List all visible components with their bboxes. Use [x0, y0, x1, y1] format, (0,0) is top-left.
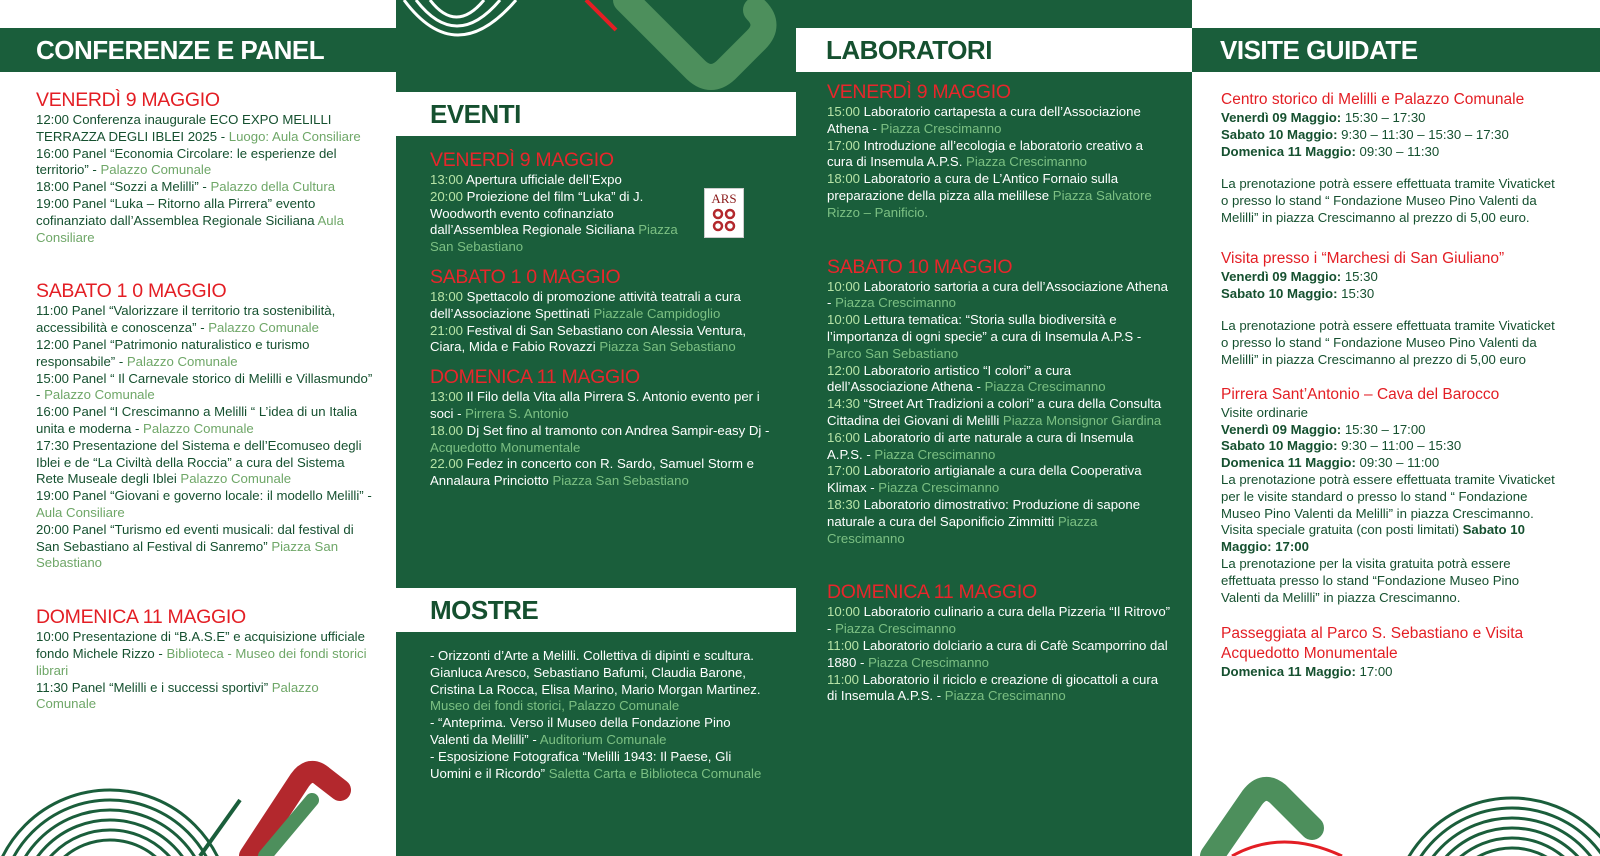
- event-item: 18:00 Spettacolo di promozione attività teatrali a cura dell’Associazione Spettinati Piazzale Campidoglio: [430, 288, 741, 321]
- laboratori-header: [796, 28, 1192, 72]
- event-item: 14:30 “Street Art Tradizioni a colori” a cura della Consulta Cittadina dei Giovani di Melilli Piazza Monsignor Giardina: [827, 396, 1162, 428]
- day-heading: VENERDÌ 9 MAGGIO: [430, 149, 614, 171]
- exhibit-item: - Esposizione Fotografica “Melilli 1943: Il Paese, Gli Uomini e il Ricordo” Saletta Carta e Biblioteca Comunale: [430, 748, 762, 781]
- visit-time: Sabato 10 Maggio: 9:30 – 11:00 – 15:30: [1221, 438, 1462, 454]
- event-item: 20:00 Panel “Turismo ed eventi musicali: dal festival di San Sebastiano al Festival di Sanremo” Piazza San Sebastiano: [36, 521, 354, 571]
- decorative-arcs-icon: [0, 760, 396, 856]
- event-item: 16:00 Panel “Economia Circolare: le esperienze del territorio” - Palazzo Comunale: [36, 145, 337, 178]
- visite-header: [1192, 28, 1600, 72]
- laboratori-title: LABORATORI: [826, 34, 992, 65]
- event-item: 12:00 Laboratorio artistico “I colori” a cura dell’Associazione Athena - Piazza Crescimanno: [827, 362, 1106, 395]
- decorative-arcs-icon: [396, 0, 796, 90]
- mostre-list: [430, 648, 770, 782]
- ars-emblem-icon: [710, 207, 738, 233]
- column-visite: [1192, 0, 1600, 856]
- event-item: 22.00 Fedez in concerto con R. Sardo, Samuel Storm e Annalaura Princiotto Piazza San Sebastiano: [430, 456, 755, 489]
- visit-time: Domenica 11 Maggio: 09:30 – 11:30: [1221, 143, 1440, 159]
- event-item: 10:00 Laboratorio culinario a cura della Pizzeria “Il Ritrovo” - Piazza Crescimanno: [827, 604, 1171, 637]
- day-heading: VENERDÌ 9 MAGGIO: [827, 81, 1011, 103]
- event-item: 18:00 Laboratorio a cura de L’Antico Fornaio sulla preparazione della pizza alla melillese Piazza Salvatore Rizzo – Panificio.: [827, 171, 1152, 220]
- laboratori-list: [827, 80, 1171, 705]
- visit-time: Venerdì 09 Maggio: 15:30 – 17:30: [1221, 110, 1426, 125]
- event-item: 12:00 Panel “Patrimonio naturalistico e turismo responsabile” - Palazzo Comunale: [36, 336, 310, 369]
- exhibit-item: - Orizzonti d’Arte a Melilli. Collettiva di dipinti e scultura. Gianluca Aresco, Sebastiano Bafumi, Claudia Barone, Cristina La Rocca, Elisa Marino, Mario Morgan Martinez. Museo dei fondi storici, Palazzo Comunale: [430, 648, 761, 714]
- day-heading: SABATO 10 MAGGIO: [827, 255, 1013, 278]
- decorative-arcs-icon: [1192, 768, 1600, 856]
- visit-heading: Centro storico di Melilli e Palazzo Comunale: [1221, 91, 1525, 108]
- column-laboratori: [796, 0, 1192, 856]
- event-item: 19:00 Panel “Giovani e governo locale: il modello Melilli” - Aula Consiliare: [36, 488, 372, 520]
- visit-time: Domenica 11 Maggio: 09:30 – 11:00: [1221, 455, 1440, 471]
- event-item: 16:00 Laboratorio di arte naturale a cura di Insemula A.P.S. - Piazza Crescimanno: [827, 429, 1134, 462]
- eventi-header: [396, 92, 796, 136]
- visit-note: La prenotazione per la visita gratuita potrà essere effettuata presso lo stand “Fondazione Museo Pino Valenti da Melilli” in piazza Crescimanno.: [1221, 555, 1520, 605]
- column-conferenze: [0, 0, 396, 856]
- event-item: 12:00 Conferenza inaugurale ECO EXPO MELILLI TERRAZZA DEGLI IBLEI 2025 - Luogo: Aula Consiliare: [36, 112, 361, 144]
- event-item: 15:00 Panel “ Il Carnevale storico di Melilli e Villasmundo” - Palazzo Comunale: [36, 370, 373, 403]
- event-item: 19:00 Panel “Luka – Ritorno alla Pirrera” evento cofinanziato dall’Assemblea Regionale Siciliana Aula Consiliare: [36, 195, 344, 245]
- exhibit-item: - “Anteprima. Verso il Museo della Fondazione Pino Valenti da Melilli” - Auditorium Comunale: [430, 715, 731, 747]
- event-item: 18:00 Panel “Sozzi a Melilli” - Palazzo della Cultura: [36, 179, 336, 195]
- column-eventi: [396, 0, 796, 856]
- event-item: 16:00 Panel “I Crescimanno a Melilli “ L’idea di un Italia unita e moderna - Palazzo Comunale: [36, 404, 358, 436]
- event-item: 11:30 Panel “Melilli e i successi sportivi” Palazzo Comunale: [36, 679, 319, 712]
- event-item: 13:00 Il Filo della Vita alla Pirrera S. Antonio evento per i soci - Pirrera S. Antonio: [430, 389, 760, 421]
- event-item: 15:00 Laboratorio cartapesta a cura dell’Associazione Athena - Piazza Crescimanno: [827, 104, 1141, 136]
- event-item: 17:30 Presentazione del Sistema e dell’Ecomuseo degli Iblei e de “La Civiltà della Roccia” a cura del Sistema Rete Museale degli Iblei Palazzo Comunale: [36, 437, 362, 487]
- event-item: 20:00 Proiezione del film “Luka” di J. Woodworth evento cofinanziato dall’Assemblea Regionale Siciliana Piazza San Sebastiano: [430, 188, 678, 255]
- day-heading: DOMENICA 11 MAGGIO: [430, 366, 640, 389]
- conferenze-list: [36, 88, 376, 713]
- visit-time: Sabato 10 Maggio: 15:30: [1221, 285, 1375, 301]
- visit-heading: Passeggiata al Parco S. Sebastiano e Visita Acquedotto Monumentale: [1221, 625, 1524, 663]
- event-item: 11:00 Laboratorio dolciario a cura di Cafè Scamporrino dal 1880 - Piazza Crescimanno: [827, 637, 1168, 670]
- visit-intro: Visite ordinarie: [1221, 404, 1308, 420]
- ars-logo-text: ARS: [711, 191, 737, 206]
- visit-heading: Visita presso i “Marchesi di San Giuliano”: [1221, 249, 1505, 267]
- visit-note: La prenotazione potrà essere effettuata tramite Vivaticket per le visite standard o presso lo stand “ Fondazione Museo Pino Valenti da Melilli” in piazza Crescimanno.: [1221, 471, 1555, 521]
- visit-time: Venerdì 09 Maggio: 15:30 – 17:00: [1221, 421, 1426, 437]
- event-item: 21:00 Festival di San Sebastiano con Alessia Ventura, Ciara, Mida e Fabio Rovazzi Piazza San Sebastiano: [430, 322, 746, 355]
- conferenze-header: [0, 28, 396, 72]
- event-item: 11:00 Panel “Valorizzare il territorio tra sostenibilità, accessibilità e conoscenza” - Palazzo Comunale: [36, 303, 336, 336]
- visit-time: Domenica 11 Maggio: 17:00: [1221, 664, 1393, 680]
- day-heading: DOMENICA 11 MAGGIO: [827, 581, 1037, 604]
- visit-time: Venerdì 09 Maggio: 15:30: [1221, 268, 1378, 284]
- day-heading: SABATO 1 0 MAGGIO: [36, 280, 227, 303]
- event-item: 10:00 Lettura tematica: “Storia sulla biodiversità e l’importanza di ogni specie” a cura di Insemula A.P.S - Parco San Sebastiano: [827, 312, 1142, 361]
- mostre-title: MOSTRE: [430, 594, 539, 625]
- visite-list: [1221, 90, 1561, 681]
- day-heading: VENERDÌ 9 MAGGIO: [36, 89, 220, 111]
- eventi-title: EVENTI: [430, 98, 521, 129]
- event-item: 17:00 Introduzione all’ecologia e laboratorio creativo a cura di Insemula A.P.S. Piazza Crescimanno: [827, 137, 1143, 170]
- visite-title: VISITE GUIDATE: [1220, 34, 1418, 65]
- day-heading: SABATO 1 0 MAGGIO: [430, 265, 621, 288]
- visit-note: La prenotazione potrà essere effettuata tramite Vivaticket o presso lo stand “ Fondazione Museo Pino Valenti da Melilli” in piazza Crescimanno al prezzo di 5,00 euro: [1221, 318, 1555, 367]
- visit-time: Sabato 10 Maggio: 9:30 – 11:30 – 15:30 – 17:30: [1221, 126, 1509, 142]
- conferenze-title: CONFERENZE E PANEL: [36, 34, 325, 65]
- event-item: 10:00 Laboratorio sartoria a cura dell’Associazione Athena - Piazza Crescimanno: [827, 278, 1168, 311]
- event-item: 13:00 Apertura ufficiale dell’Expo: [430, 172, 622, 187]
- event-item: 10:00 Presentazione di “B.A.S.E” e acquisizione ufficiale fondo Michele Rizzo - Biblioteca - Museo dei fondi storici librari: [36, 629, 367, 678]
- event-item: 18.00 Dj Set fino al tramonto con Andrea Sampir-easy Dj - Acquedotto Monumentale: [430, 422, 770, 455]
- event-item: 18:30 Laboratorio dimostrativo: Produzione di sapone naturale a cura del Saponificio Zimmitti Piazza Crescimanno: [827, 496, 1141, 546]
- mostre-header: [396, 588, 796, 632]
- visit-heading: Pirrera Sant’Antonio – Cava del Barocco: [1221, 385, 1500, 403]
- visit-special: Visita speciale gratuita (con posti limitati) Sabato 10 Maggio: 17:00: [1221, 522, 1525, 555]
- visit-note: La prenotazione potrà essere effettuata tramite Vivaticket o presso lo stand “ Fondazione Museo Pino Valenti da Melilli” in piazza Crescimanno al prezzo di 5,00 euro.: [1221, 176, 1555, 225]
- event-item: 11:00 Laboratorio il riciclo e creazione di giocattoli a cura di Insemula A.P.S. - Piazza Crescimanno: [827, 671, 1159, 704]
- event-item: 17:00 Laboratorio artigianale a cura della Cooperativa Klimax - Piazza Crescimanno: [827, 463, 1142, 496]
- day-heading: DOMENICA 11 MAGGIO: [36, 606, 246, 629]
- ars-logo: [704, 188, 744, 238]
